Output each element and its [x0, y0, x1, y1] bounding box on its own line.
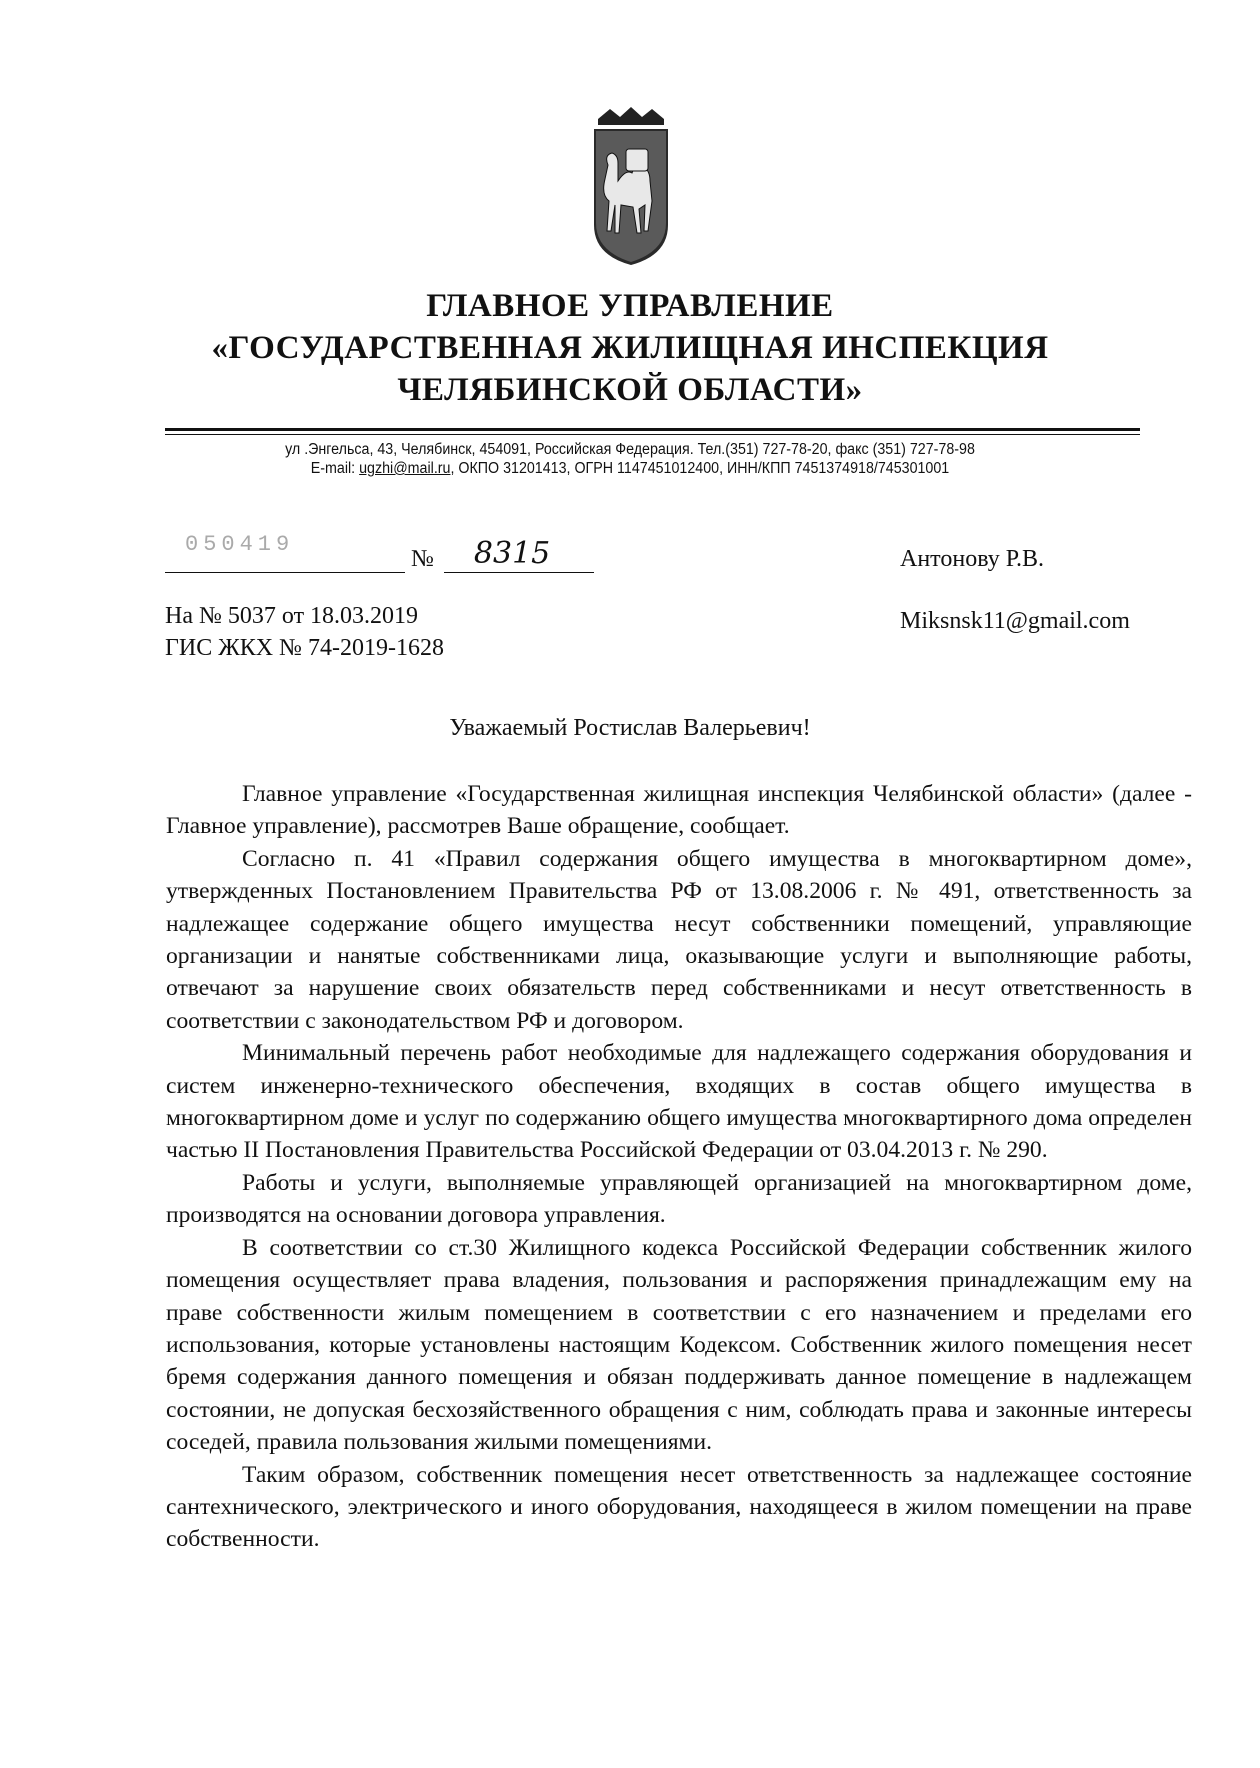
title-line: ЧЕЛЯБИНСКОЙ ОБЛАСТИ» [397, 372, 863, 408]
paragraph: Таким образом, собственник помещения несет ответственность за надлежащее состояние сантехнического, электрического и иного оборудования, находящееся в жилом помещении на праве собственности. [166, 1461, 1192, 1553]
number-sign: № [411, 546, 434, 572]
codes-line [50, 459, 1209, 478]
title-line: «ГОСУДАРСТВЕННАЯ ЖИЛИЩНАЯ ИНСПЕКЦИЯ [211, 330, 1049, 366]
paragraph: В соответствии со ст.30 Жилищного кодекса Российской Федерации собственник жилого помещения осуществляет права владения, пользования и распоряжения принадлежащим ему на праве собственности жилым помещением в соответствии с его назначением и пределами его использования, которые установлены настоящим Кодексом. Собственник жилого помещения несет бремя содержания данного помещения и обязан поддерживать данное помещение в надлежащем состоянии, не допуская бесхозяйственного обращения с ним, соблюдать права и законные интересы соседей, правила пользования жилыми помещениями. [166, 1234, 1192, 1456]
date-stamp: 050419 [185, 532, 295, 557]
reference-line: ГИС ЖКХ № 74-2019-1628 [165, 635, 444, 661]
contact-info [50, 440, 1209, 478]
paragraph: Главное управление «Государственная жилищная инспекция Челябинской области» (далее - Главное управление), рассмотрев Ваше обращение, сообщает. [166, 781, 1192, 840]
email-label: E-mail: [310, 460, 360, 477]
paragraph: Минимальный перечень работ необходимые для надлежащего содержания оборудования и систем инженерно-технического обеспечения, входящих в состав общего имущества в многоквартирном доме и услуг по содержанию общего имущества многоквартирного дома определен частью II Постановления Правительства Российской Федерации от 03.04.2013 г. № 290. [166, 1040, 1192, 1164]
coat-of-arms-emblem [590, 105, 672, 267]
codes: , ОКПО 31201413, ОГРН 1147451012400, ИНН/КПП 7451374918/745301001 [450, 460, 950, 477]
addressee-email: Miksnsk11@gmail.com [900, 608, 1130, 634]
reference-block [165, 600, 444, 664]
paragraph: Согласно п. 41 «Правил содержания общего имущества в многоквартирном доме», утвержденных Постановлением Правительства РФ от 13.08.2006 г. № 491, ответственность за надлежащее содержание общего имущества несут собственники помещений, управляющие организации и нанятые собственниками лица, оказывающие услуги и выполняющие работы, отвечают за нарушение своих обязательств перед собственниками и несут ответственность в соответствии с законодательством РФ и договором. [166, 845, 1192, 1034]
header-divider [165, 428, 1140, 431]
reference-line: На № 5037 от 18.03.2019 [165, 603, 419, 629]
email-link[interactable]: ugzhi@mail.ru [359, 460, 451, 477]
date-field [165, 532, 405, 573]
handwritten-number: 8315 [473, 536, 551, 571]
registration-line [165, 532, 594, 573]
addressee-name: Антонову Р.В. [900, 546, 1045, 572]
address-line: ул .Энгельса, 43, Челябинск, 454091, Российская Федерация. Тел.(351) 727-78-20, факс (351) 727-78-98 [285, 441, 975, 458]
greeting: Уважаемый Ростислав Валерьевич! [449, 715, 811, 741]
paragraph: Работы и услуги, выполняемые управляющей организацией на многоквартирном доме, производятся на основании договора управления. [166, 1169, 1192, 1229]
letter-body [166, 778, 1192, 1556]
number-field [444, 536, 594, 573]
organization-title [0, 285, 1260, 411]
header-divider [165, 434, 1140, 435]
title-line: ГЛАВНОЕ УПРАВЛЕНИЕ [426, 288, 834, 324]
